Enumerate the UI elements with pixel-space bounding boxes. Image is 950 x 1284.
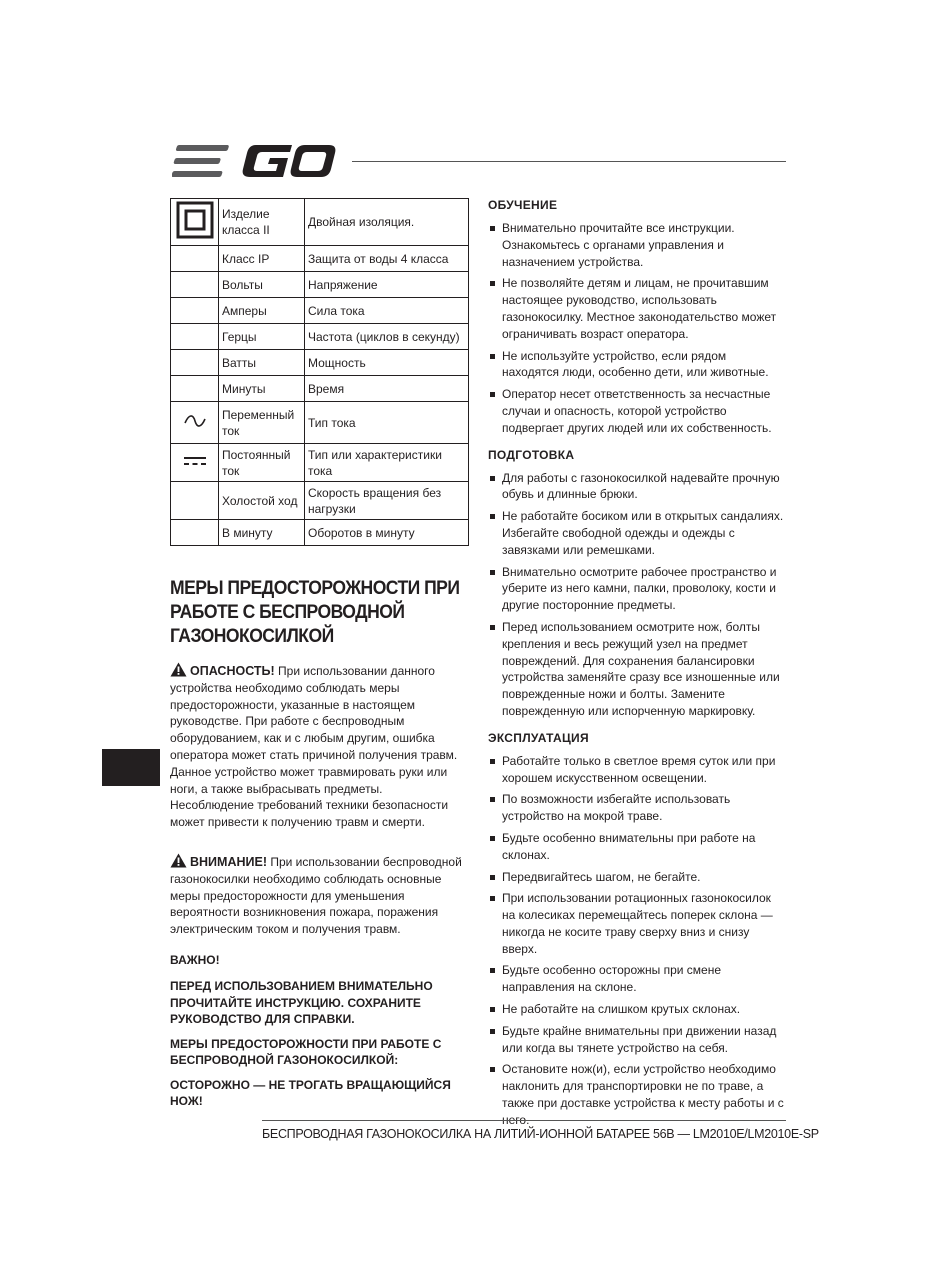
list-item: [488, 962, 786, 996]
list-item: [488, 753, 786, 787]
term-cell: Минуты: [219, 376, 305, 402]
footer-rule: [262, 1120, 786, 1121]
term-cell: Изделие класса II: [219, 199, 305, 246]
section-heading: ОБУЧЕНИЕ: [488, 198, 558, 212]
table-row: [171, 298, 469, 324]
list-item: [488, 1023, 786, 1057]
term-cell: Переменный ток: [219, 402, 305, 444]
term-cell: Герцы: [219, 324, 305, 350]
meaning-cell: Напряжение: [305, 272, 469, 298]
list-item: [488, 386, 786, 436]
warning-paragraph: [170, 853, 466, 938]
list-item: [488, 1001, 786, 1018]
term-cell: Холостой ход: [219, 482, 305, 520]
list-item-text: Перед использованием осмотрите нож, болты крепления и весь режущий узел на предмет повреждений. Для сохранения балансировки устройства заменяйте сразу все изношенные или поврежденные ножи и болты. Замените поврежденную или испорченную маркировку.: [502, 619, 780, 718]
warning-triangle-icon: [170, 853, 187, 868]
bullet-list: [488, 753, 786, 1129]
list-item-text: Остановите нож(и), если устройство необходимо наклонить для транспортировки не по траве, а также при доставке устройства к месту работы и с него.: [502, 1062, 784, 1127]
list-item-text: Будьте особенно осторожны при смене направления на склоне.: [502, 963, 722, 995]
class-ii-icon: [176, 201, 214, 239]
bullet-square-icon: [490, 570, 495, 575]
bullet-square-icon: [490, 392, 495, 397]
table-row: [171, 246, 469, 272]
symbol-cell: [171, 246, 219, 272]
section-heading: ЭКСПЛУАТАЦИЯ: [488, 730, 589, 745]
bullet-square-icon: [490, 1067, 495, 1072]
bullet-square-icon: [490, 476, 495, 481]
list-item-text: Не используйте устройство, если рядом находятся люди, особенно дети, или животные.: [502, 348, 769, 380]
list-item-text: Не позволяйте детям и лицам, не прочитавшим настоящее руководство, использовать газонокосилку. Местное законодательство может ограничивать возраст оператора.: [502, 276, 777, 341]
symbols-table: [170, 198, 469, 546]
list-item: [488, 348, 786, 382]
bullet-square-icon: [490, 625, 495, 630]
symbol-cell: [171, 520, 219, 546]
meaning-cell: Скорость вращения без нагрузки: [305, 482, 469, 520]
list-item: [488, 830, 786, 864]
bullet-square-icon: [490, 797, 495, 802]
measures-heading: МЕРЫ ПРЕДОСТОРОЖНОСТИ ПРИ РАБОТЕ С БЕСПРОВОДНОЙ ГАЗОНОКОСИЛКОЙ:: [170, 1036, 442, 1068]
meaning-cell: Тип или характеристики тока: [305, 444, 469, 482]
meaning-cell: Тип тока: [305, 402, 469, 444]
symbol-cell: [171, 482, 219, 520]
bullet-square-icon: [490, 968, 495, 973]
danger-label: ОПАСНОСТЬ!: [190, 664, 275, 678]
list-item: [488, 791, 786, 825]
bullet-square-icon: [490, 896, 495, 901]
list-item: [488, 1061, 786, 1128]
list-item: [488, 508, 786, 558]
symbol-cell: [171, 298, 219, 324]
table-row: [171, 402, 469, 444]
term-cell: Ватты: [219, 350, 305, 376]
term-cell: Постоянный ток: [219, 444, 305, 482]
symbol-cell: [171, 444, 219, 482]
meaning-cell: Двойная изоляция.: [305, 199, 469, 246]
list-item-text: Оператор несет ответственность за несчастные случаи и опасность, которой устройство подвергает других людей или их собственность.: [502, 387, 772, 435]
alternating-current-icon: [183, 414, 207, 428]
list-item-text: Работайте только в светлое время суток или при хорошем искусственном освещении.: [502, 753, 776, 785]
list-item: [488, 275, 786, 342]
ego-logo: [172, 143, 336, 179]
bullet-list: [488, 470, 786, 720]
read-instructions-notice: ПЕРЕД ИСПОЛЬЗОВАНИЕМ ВНИМАТЕЛЬНО ПРОЧИТАЙТЕ ИНСТРУКЦИЮ. СОХРАНИТЕ РУКОВОДСТВО ДЛЯ СПРАВКИ.: [170, 979, 433, 1027]
warning-text: При использовании беспроводной газонокосилки необходимо соблюдать основные меры предосторожности для уменьшения вероятности возникновения пожара, поражения электрическим током и получения травм.: [170, 854, 462, 937]
meaning-cell: Время: [305, 376, 469, 402]
table-row: [171, 199, 469, 246]
symbol-cell: [171, 199, 219, 246]
bullet-square-icon: [490, 875, 495, 880]
table-row: [171, 444, 469, 482]
section-tab-marker: [102, 749, 160, 786]
list-item-text: Внимательно осмотрите рабочее пространство и уберите из него камни, палки, проволоку, кости и другие посторонние предметы.: [502, 564, 777, 613]
symbol-cell: [171, 350, 219, 376]
bullet-square-icon: [490, 514, 495, 519]
section-title: МЕРЫ ПРЕДОСТОРОЖНОСТИ ПРИ РАБОТЕ С БЕСПРОВОДНОЙ ГАЗОНОКОСИЛКОЙ: [170, 577, 460, 647]
list-item: [488, 619, 786, 720]
direct-current-icon: [183, 455, 207, 467]
term-cell: Класс IP: [219, 246, 305, 272]
section-heading: ПОДГОТОВКА: [488, 447, 575, 462]
bullet-square-icon: [490, 281, 495, 286]
bullet-list: [488, 220, 786, 437]
list-item-text: Передвигайтесь шагом, не бегайте.: [502, 869, 701, 884]
list-item-text: Не работайте на слишком крутых склонах.: [502, 1002, 741, 1017]
bullet-square-icon: [490, 354, 495, 359]
symbol-cell: [171, 402, 219, 444]
symbol-cell: [171, 376, 219, 402]
list-item-text: Будьте крайне внимательны при движении назад или когда вы тянете устройство на себя.: [502, 1023, 777, 1055]
term-cell: Вольты: [219, 272, 305, 298]
danger-paragraph: [170, 662, 466, 831]
term-cell: Амперы: [219, 298, 305, 324]
instructions-column: [488, 197, 786, 1139]
important-label: ВАЖНО!: [170, 952, 220, 967]
blade-caution: ОСТОРОЖНО — НЕ ТРОГАТЬ ВРАЩАЮЩИЙСЯ НОЖ!: [170, 1077, 451, 1109]
list-item: [488, 470, 786, 504]
meaning-cell: Мощность: [305, 350, 469, 376]
meaning-cell: Оборотов в минуту: [305, 520, 469, 546]
table-row: [171, 520, 469, 546]
list-item: [488, 220, 786, 270]
header-rule: [352, 161, 786, 162]
bullet-square-icon: [490, 836, 495, 841]
meaning-cell: Защита от воды 4 класса: [305, 246, 469, 272]
table-row: [171, 376, 469, 402]
safety-block: [170, 576, 466, 1118]
list-item-text: Не работайте босиком или в открытых сандалиях. Избегайте свободной одежды и одежды с завязками или ремешками.: [502, 509, 784, 557]
symbol-cell: [171, 324, 219, 350]
warning-triangle-icon: [170, 662, 187, 677]
list-item-text: Будьте особенно внимательны при работе на склонах.: [502, 830, 756, 862]
page-footer: БЕСПРОВОДНАЯ ГАЗОНОКОСИЛКА НА ЛИТИЙ-ИОННОЙ БАТАРЕЕ 56В — LM2010E/LM2010E-SP: [262, 1127, 819, 1141]
list-item-text: По возможности избегайте использовать устройство на мокрой траве.: [502, 792, 731, 824]
list-item-text: При использовании ротационных газонокосилок на колесиках перемещайтесь поперек склона — никогда не косите траву сверху вниз и снизу вверх.: [502, 891, 773, 956]
term-cell: В минуту: [219, 520, 305, 546]
danger-text: При использовании данного устройства необходимо соблюдать меры предосторожности, указанные в настоящем руководстве. При работе с беспроводным оборудованием, как и с любым другим, ошибка оператора может стать причиной получения травм. Данное устройство может травмировать руки или ноги, а также выбрасывать предметы. Несоблюдение требований техники безопасности может привести к получению травм и смерти.: [170, 664, 458, 830]
meaning-cell: Сила тока: [305, 298, 469, 324]
bullet-square-icon: [490, 1007, 495, 1012]
bullet-square-icon: [490, 759, 495, 764]
list-item: [488, 564, 786, 614]
list-item: [488, 869, 786, 886]
bullet-square-icon: [490, 226, 495, 231]
list-item-text: Для работы с газонокосилкой надевайте прочную обувь и длинные брюки.: [502, 470, 780, 502]
table-row: [171, 350, 469, 376]
list-item-text: Внимательно прочитайте все инструкции. Ознакомьтесь с органами управления и назначением устройства.: [502, 221, 735, 269]
list-item: [488, 890, 786, 957]
table-row: [171, 482, 469, 520]
bullet-square-icon: [490, 1029, 495, 1034]
warning-label: ВНИМАНИЕ!: [190, 854, 267, 869]
meaning-cell: Частота (циклов в секунду): [305, 324, 469, 350]
table-row: [171, 272, 469, 298]
table-row: [171, 324, 469, 350]
symbol-cell: [171, 272, 219, 298]
